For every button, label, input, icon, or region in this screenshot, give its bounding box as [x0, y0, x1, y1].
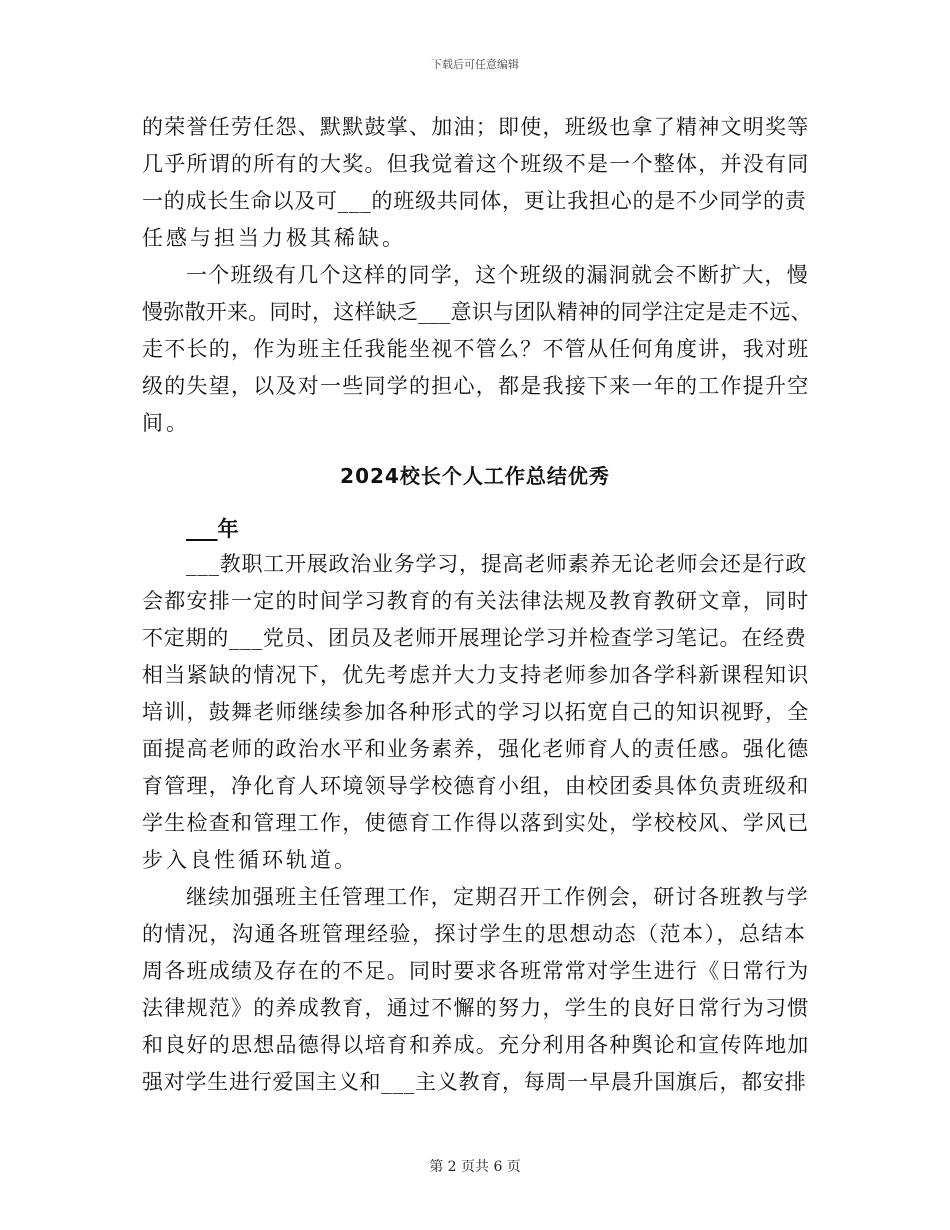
page-header: 下载后可任意编辑	[431, 58, 519, 71]
body-line: 法律规范》的养成教育，通过不懈的努力，学生的良好日常行为习惯	[142, 996, 810, 1020]
body-line: 面提高老师的政治水平和业务素养，强化老师育人的责任感。强化德	[142, 737, 810, 761]
body-line: 相当紧缺的情况下，优先考虑并大力支持老师参加各学科新课程知识	[142, 663, 810, 687]
body-line: 的情况，沟通各班管理经验，探讨学生的思想动态（范本），总结本	[142, 922, 807, 946]
section-heading: ___年	[186, 517, 239, 541]
document-title: 2024校长个人工作总结优秀	[340, 464, 610, 488]
body-line: 会都安排一定的时间学习教育的有关法律法规及教育教研文章，同时	[142, 589, 810, 613]
body-line: 不定期的___党员、团员及老师开展理论学习并检查学习笔记。在经费	[142, 626, 807, 650]
body-line: 的荣誉任劳任怨、默默鼓掌、加油；即使，班级也拿了精神文明奖等	[142, 115, 810, 139]
body-line: 几乎所谓的所有的大奖。但我觉着这个班级不是一个整体，并没有同	[142, 152, 810, 176]
body-line: 任感与担当力极其稀缺。	[142, 226, 406, 250]
body-line: 一的成长生命以及可___的班级共同体，更让我担心的是不少同学的责	[142, 189, 807, 213]
page-number: 第 2 页共 6 页	[429, 1159, 521, 1175]
body-line: 培训，鼓舞老师继续参加各种形式的学习以拓宽自己的知识视野，全	[142, 700, 810, 724]
body-line: 一个班级有几个这样的同学，这个班级的漏洞就会不断扩大，慢	[186, 263, 809, 287]
body-line: 级的失望，以及对一些同学的担心，都是我接下来一年的工作提升空	[142, 374, 810, 398]
body-line: 间。	[142, 411, 190, 435]
body-line: ___教职工开展政治业务学习，提高老师素养无论老师会还是行政	[186, 552, 807, 576]
body-line: 周各班成绩及存在的不足。同时要求各班常常对学生进行《日常行为	[142, 959, 810, 983]
body-line: 育管理，净化育人环境领导学校德育小组，由校团委具体负责班级和	[142, 774, 810, 798]
body-line: 慢弥散开来。同时，这样缺乏___意识与团队精神的同学注定是走不远、	[142, 300, 812, 324]
body-line: 学生检查和管理工作，使德育工作得以落到实处，学校校风、学风已	[142, 811, 810, 835]
body-line: 继续加强班主任管理工作，定期召开工作例会，研讨各班教与学	[186, 885, 809, 909]
body-line: 强对学生进行爱国主义和___主义教育，每周一早晨升国旗后，都安排	[142, 1070, 807, 1094]
body-line: 走不长的，作为班主任我能坐视不管么？不管从任何角度讲，我对班	[142, 337, 810, 361]
body-line: 和良好的思想品德得以培育和养成。充分利用各种舆论和宣传阵地加	[142, 1033, 810, 1057]
body-line: 步入良性循环轨道。	[142, 848, 358, 872]
